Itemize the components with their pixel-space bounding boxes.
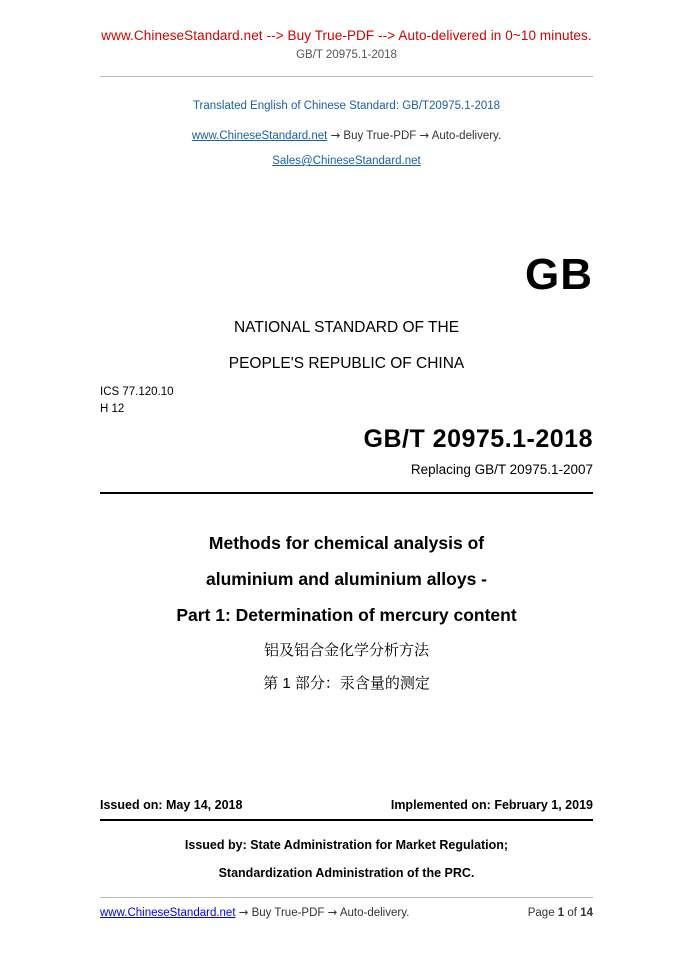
title-english-line-1: Methods for chemical analysis of — [208, 533, 485, 553]
of-label: of — [567, 907, 577, 919]
implemented-on-date: Implemented on: February 1, 2019 — [390, 798, 593, 812]
replacing-standard: Replacing GB/T 20975.1-2007 — [410, 462, 593, 477]
title-english-line-3: Part 1: Determination of mercury content — [176, 605, 517, 625]
page-label: Page — [527, 907, 555, 919]
issuing-authority — [0, 831, 693, 887]
promo-banner: www.ChineseStandard.net --> Buy True-PDF --> Auto-delivered in 0~10 minutes. — [101, 28, 592, 43]
page-indicator — [528, 907, 593, 919]
national-standard-line-1: NATIONAL STANDARD OF THE — [233, 319, 460, 336]
page-footer — [100, 905, 593, 919]
buy-true-pdf-text: Buy True-PDF — [343, 130, 417, 142]
ics-code: ICS 77.120.10 — [100, 386, 174, 398]
footer-divider — [100, 897, 593, 898]
footer-auto-delivery-text: Auto-delivery. — [339, 907, 410, 919]
title-divider — [100, 492, 593, 494]
title-english-line-2: aluminium and aluminium alloys - — [205, 569, 488, 589]
site-link[interactable]: www.ChineseStandard.net — [191, 130, 328, 142]
title-chinese — [0, 634, 693, 700]
header-divider — [100, 76, 593, 77]
issuing-authority-line-2: Standardization Administration of the PRC. — [218, 866, 475, 880]
title-english — [0, 525, 693, 633]
footer-link-group — [100, 905, 409, 919]
auto-delivery-text: Auto-delivery. — [431, 130, 502, 142]
gb-logo-text: GB — [525, 250, 593, 299]
issued-divider — [100, 819, 593, 821]
arrow-icon-1: → — [330, 128, 341, 142]
footer-site-link[interactable]: www.ChineseStandard.net — [100, 907, 236, 919]
footer-buy-true-pdf-text: Buy True-PDF — [251, 907, 325, 919]
sales-email-link[interactable]: Sales@ChineseStandard.net — [272, 155, 421, 167]
issuing-authority-line-1: Issued by: State Administration for Market Regulation; — [184, 838, 509, 852]
national-standard-line-2: PEOPLE'S REPUBLIC OF CHINA — [228, 355, 465, 372]
standard-number: GB/T 20975.1-2018 — [363, 425, 593, 453]
page-number: 1 — [557, 907, 565, 919]
sales-email-line — [0, 155, 693, 167]
title-chinese-line-2: 第 1 部分：汞含量的测定 — [263, 675, 430, 692]
header-standard-code: GB/T 20975.1-2018 — [296, 49, 397, 61]
ccs-code: H 12 — [100, 403, 125, 415]
title-chinese-line-1: 铝及铝合金化学分析方法 — [263, 642, 429, 659]
page-total: 14 — [580, 907, 593, 919]
arrow-icon-2: → — [419, 128, 430, 142]
footer-arrow-icon-2: → — [327, 905, 338, 919]
translated-standard-line: Translated English of Chinese Standard: GB/T20975.1-2018 — [192, 100, 501, 112]
issue-date-row — [100, 798, 593, 812]
issued-on-date: Issued on: May 14, 2018 — [100, 798, 243, 812]
site-link-line — [0, 128, 693, 142]
footer-arrow-icon-1: → — [238, 905, 249, 919]
